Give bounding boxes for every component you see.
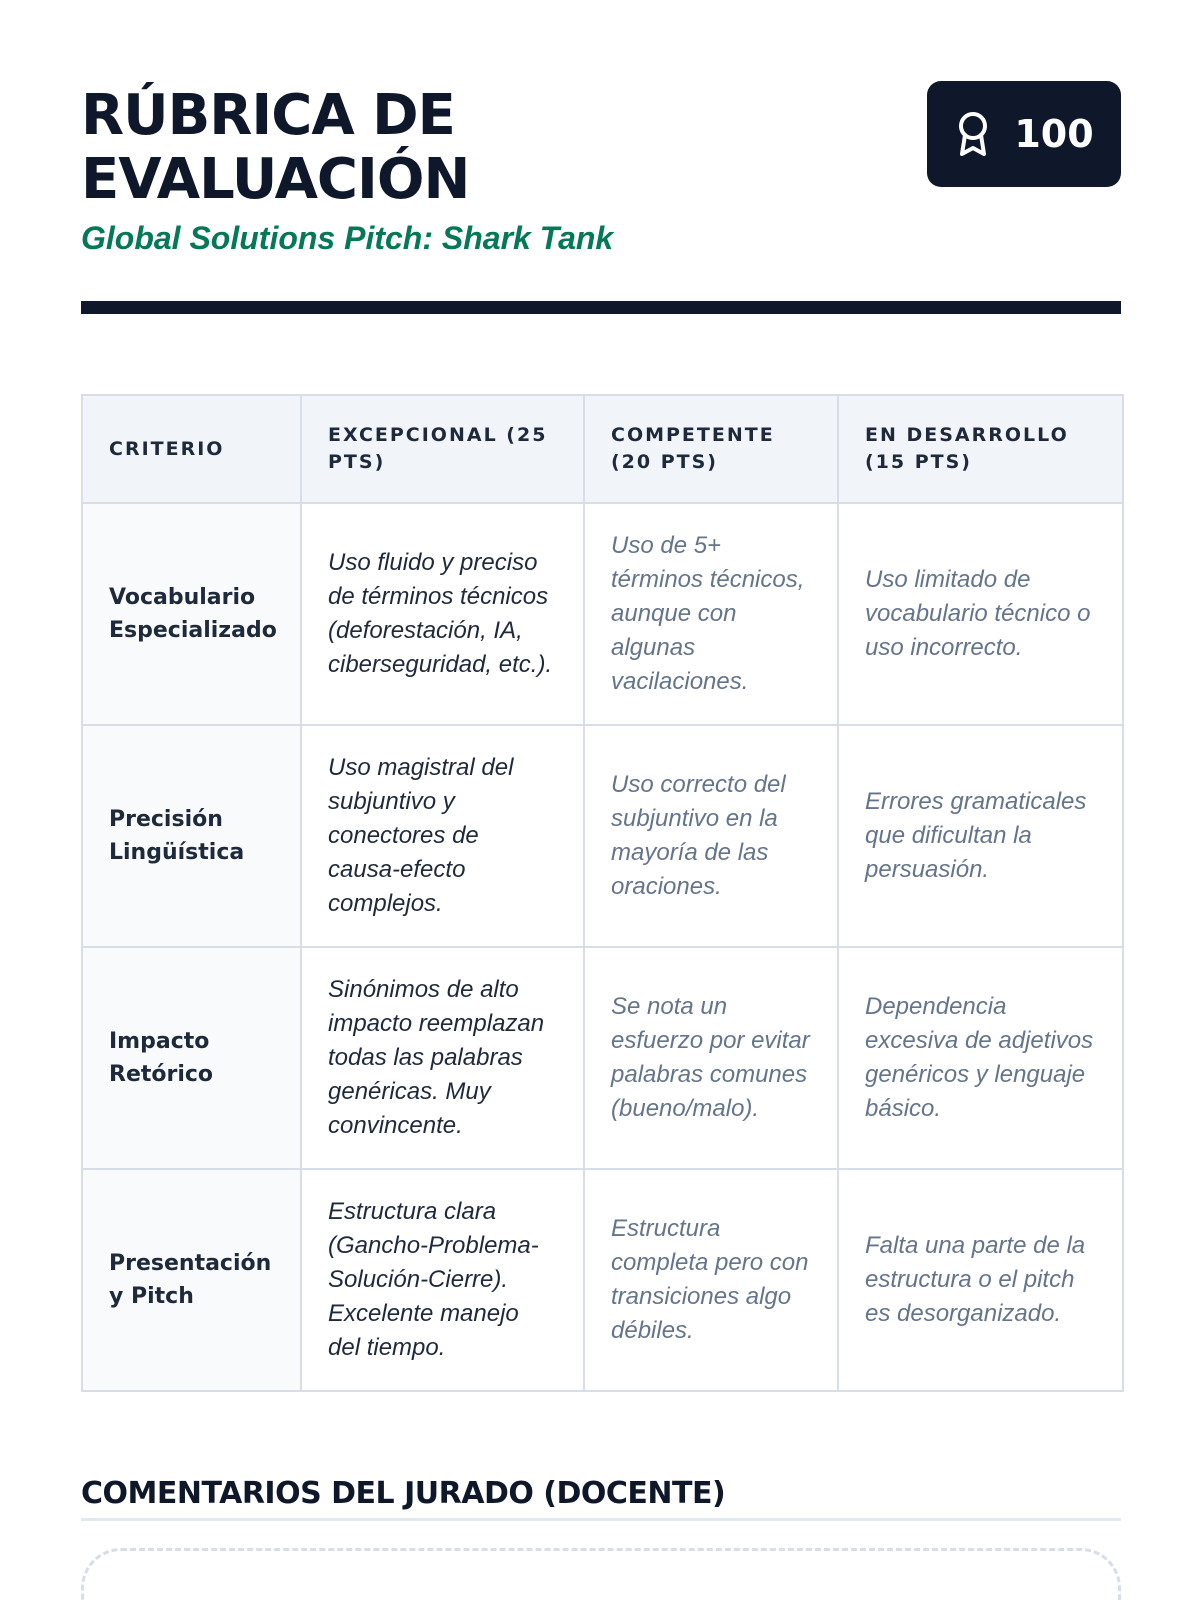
- award-ribbon-icon: [954, 110, 992, 158]
- table-row: [82, 947, 1123, 1169]
- comments-input-area[interactable]: [81, 1548, 1121, 1600]
- criterion-cell: Vocabulario Especializado: [82, 503, 301, 725]
- competente-cell: Uso de 5+ términos técnicos, aunque con algunas vacilaciones.: [584, 503, 838, 725]
- criterion-cell: Impacto Retórico: [82, 947, 301, 1169]
- competente-cell: Se nota un esfuerzo por evitar palabras comunes (bueno/malo).: [584, 947, 838, 1169]
- en-desarrollo-cell: Uso limitado de vocabulario técnico o uso incorrecto.: [838, 503, 1123, 725]
- excepcional-cell: Uso fluido y preciso de términos técnicos (deforestación, IA, ciberseguridad, etc.).: [301, 503, 584, 725]
- column-header-excepcional: EXCEPCIONAL (25 PTS): [301, 395, 584, 503]
- header-divider: [81, 301, 1121, 314]
- comments-heading: COMENTARIOS DEL JURADO (DOCENTE): [81, 1476, 726, 1511]
- table-row: [82, 503, 1123, 725]
- excepcional-cell: Sinónimos de alto impacto reemplazan todas las palabras genéricas. Muy convincente.: [301, 947, 584, 1169]
- column-header-en-desarrollo: EN DESARROLLO (15 PTS): [838, 395, 1123, 503]
- total-score-value: 100: [1014, 112, 1094, 156]
- table-header-row: [82, 395, 1123, 503]
- column-header-criterio: CRITERIO: [82, 395, 301, 503]
- en-desarrollo-cell: Dependencia excesiva de adjetivos genéricos y lenguaje básico.: [838, 947, 1123, 1169]
- table-row: [82, 1169, 1123, 1391]
- total-score-badge: [927, 81, 1121, 187]
- rubric-table: [81, 394, 1124, 1392]
- competente-cell: Uso correcto del subjuntivo en la mayoría de las oraciones.: [584, 725, 838, 947]
- excepcional-cell: Estructura clara (Gancho-Problema-Solución-Cierre). Excelente manejo del tiempo.: [301, 1169, 584, 1391]
- excepcional-cell: Uso magistral del subjuntivo y conectores de causa-efecto complejos.: [301, 725, 584, 947]
- en-desarrollo-cell: Errores gramaticales que dificultan la persuasión.: [838, 725, 1123, 947]
- page-subtitle: Global Solutions Pitch: Shark Tank: [81, 220, 614, 256]
- en-desarrollo-cell: Falta una parte de la estructura o el pitch es desorganizado.: [838, 1169, 1123, 1391]
- column-header-competente: COMPETENTE (20 PTS): [584, 395, 838, 503]
- competente-cell: Estructura completa pero con transiciones algo débiles.: [584, 1169, 838, 1391]
- page-header: [81, 84, 1121, 258]
- table-row: [82, 725, 1123, 947]
- criterion-cell: Presentación y Pitch: [82, 1169, 301, 1391]
- criterion-cell: Precisión Lingüística: [82, 725, 301, 947]
- page-title: RÚBRICA DE EVALUACIÓN: [81, 83, 470, 212]
- comments-divider: [81, 1518, 1121, 1521]
